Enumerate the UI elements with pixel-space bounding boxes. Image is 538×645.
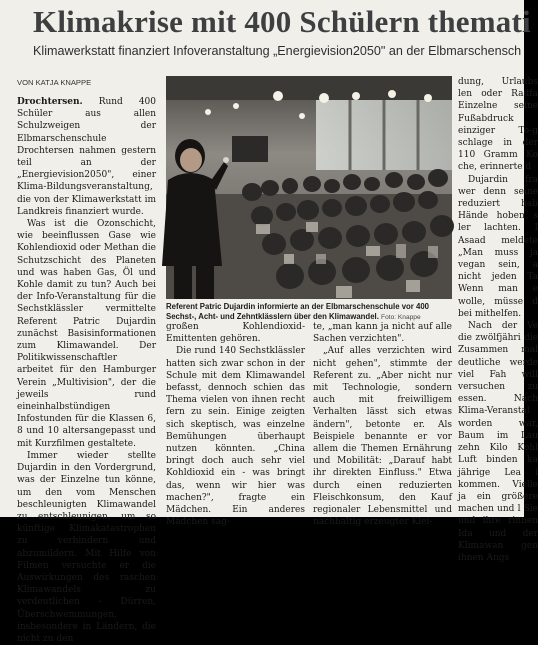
subheadline: Klimawerkstatt finanziert Infoveranstaltung „Energievision2050" an der Elbmarschensch (33, 44, 522, 58)
article-column-4-cropped (458, 76, 538, 563)
photo-illustration (166, 76, 452, 299)
paragraph: „Auf alles verzichten wird nicht gehen", stimmte der Referent zu. „Aber nicht nur mit Technologie, sondern auch mit freiwilligem Verhalten lässt sich etwas ändern", betonte er. Als Beispiele benannte er vor allem die Themen Ernährung und Mobilität: „Darauf habt ihr direkten Einfluss." Etwa durch einen reduzierten Fleischkonsum, den Kauf regionaler Lebensmittel und nachhaltig erzeugter Klei- (313, 346, 452, 528)
paragraph: dung, Urlaubs len oder Radfa Einzelne seine Fußabdruck einziger To-g schlage in der 110 Gramm Ko che, erinnerte d (458, 77, 538, 173)
headline: Klimakrise mit 400 Schülern themati (33, 4, 531, 39)
paragraph: Was ist die Ozonschicht, wie beeinflussen Gase wie Kohlendioxid oder Methan die Schutzschicht des Planeten und was haben Gas, Öl und Kohle damit zu tun? Auch bei der Info-Veranstaltung für die Sechstklässler vermittelte Referent Patric Dujardin zunächst Basisinformationen zum Klimawandel. Der Politikwissenschaftler arbeitet für den Hamburger Verein „Multivision", der die jeweils rund eineinhalbstündigen Infostunden für die Klassen 6, 8 und 10 altersangepasst und mit Kurzfilmen gestaltete. (17, 219, 156, 449)
photo-credit: Foto: Knappe (381, 314, 421, 321)
photo-caption (166, 302, 454, 323)
paragraph: te, „man kann ja nicht auf alle Sachen verzichten". (313, 322, 452, 345)
paragraph: großen Kohlendioxid-Emittenten gehören. (166, 322, 305, 345)
article-column-1 (17, 96, 156, 644)
article-photo (166, 76, 452, 299)
article-column-2 (166, 321, 305, 528)
paragraph: Immer wieder stellte Dujardin in den Vordergrund, was der Einzelne tun könne, um den vom Menschen beschleunigten Klimawandel zu entschleunigen, um so künftige Klimakatastrophen zu verhindern und abzumildern. Mit Hilfe von Filmen versuchte er die Auswirkungen des raschen Klimawandels zu verdeutlichen - Dürren, Überschwemmungen, insbesondere in Ländern, die nicht zu den (17, 450, 156, 644)
article-column-3 (313, 321, 452, 528)
paragraph: Die rund 140 Sechstklässler hatten sich zwar schon in der Schule mit dem Klimawandel befasst, dennoch schien das Thema vielen von ihnen recht fern zu sein. Einige zeigten sich skeptisch, was einzelne Bemühungen überhaupt nutzen könnten. „China bringt doch auch sehr viel Kohldioxid ein - was bringt das, wenn wir hier was machen?", fragte ein Mädchen. Ein anderes Mädchen sag- (166, 346, 305, 528)
paragraph: Dujardin fra wer denn seine reduziert hab Hände hoben s ler lachten. I Asaad meldete „Man muss ja vegan sein, a nicht jeden Ta Wenn man e wolle, müsse d bei mithelfen. (458, 174, 538, 319)
paragraph (17, 96, 156, 218)
dateline: Drochtersen. (17, 97, 83, 107)
byline: VON KATJA KNAPPE (17, 78, 92, 87)
paragraph: Nach der Ve die zwölfjähri die Zusammen mal deutliche werde viel Fah will versuchen zu essen. Nach Klima-Veranstal worden war, Baum im Lau zehn Kilo Kohl Luft binden ka jährige Lea i kommen. Vielle ja ein größere machen und l Sie und ihre rinnen Ida und der Klimawan gen ihnen Angs (458, 321, 538, 563)
paragraph-text: Rund 400 Schüler aus allen Schulzweigen der Elbmarschenschule Drochtersen nahmen gestern teil an der „Energievision2050", einer Klima-Bildungsveranstaltung, die von der Klimawerkstatt im Landkreis finanziert wurde. (17, 97, 156, 217)
caption-text: Referent Patric Dujardin informierte an der Elbmarschenschule vor 400 Sechst-, Acht- und Zehntklässlern über den Klimawandel. (166, 302, 430, 321)
